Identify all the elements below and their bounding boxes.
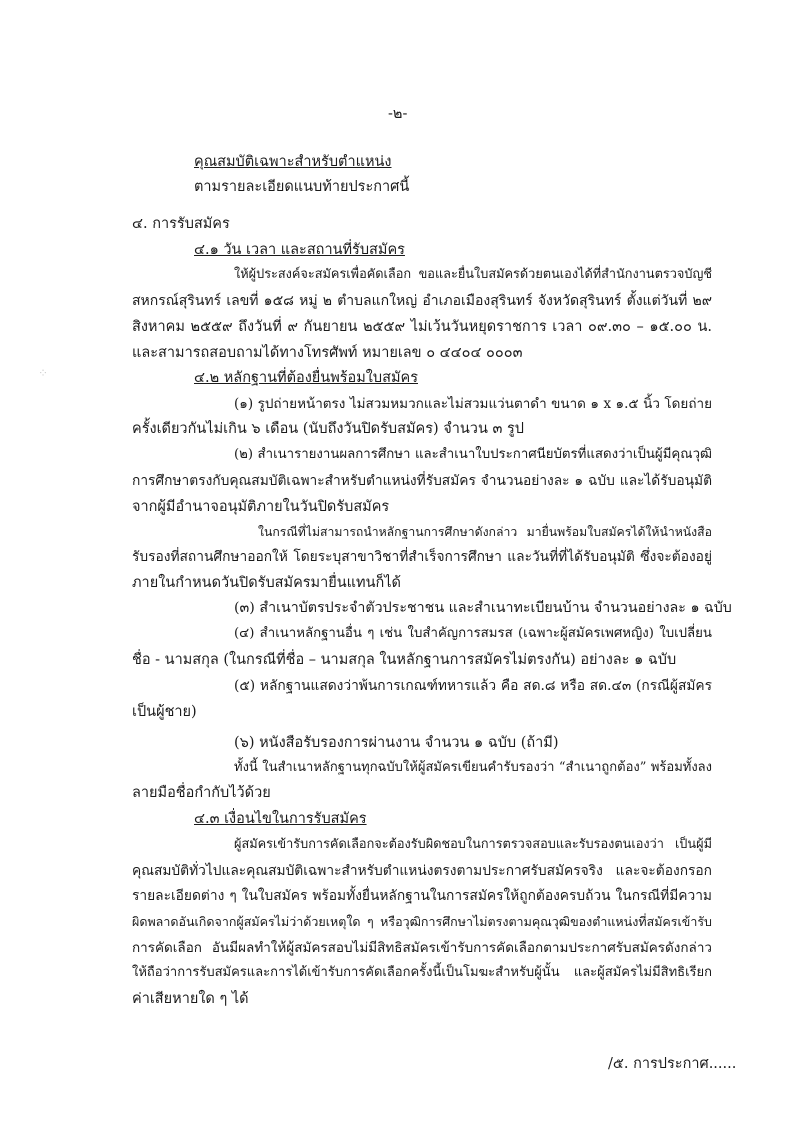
s42-line-3: (๒) สำเนารายงานผลการศึกษา และสำเนาใบประกาศนียบัตรที่แสดงว่าเป็นผู้มีคุณวุฒิ <box>234 447 712 462</box>
s43-line-3: รายละเอียดต่าง ๆ ในใบสมัคร พร้อมทั้งยื่นหลักฐานในการสมัครให้ถูกต้องครบถ้วน ในกรณีที่มีความ <box>132 888 712 904</box>
s42-line-6: ในกรณีที่ไม่สามารถนำหลักฐานการศึกษาดังกล่าว มายื่นพร้อมใบสมัครได้ให้นำหนังสือ <box>258 525 712 539</box>
s42-line-16: ลายมือชื่อกำกับไว้ด้วย <box>132 785 271 801</box>
s42-line-9: (๓) สำเนาบัตรประจำตัวประชาชน และสำเนาทะเบียนบ้าน จำนวนอย่างละ ๑ ฉบับ <box>234 600 732 616</box>
s42-line-8: ภายในกำหนดวันปิดรับสมัครมายื่นแทนก็ได้ <box>132 575 401 591</box>
s42-line-12: (๕) หลักฐานแสดงว่าพ้นการเกณฑ์ทหารแล้ว คือ สด.๘ หรือ สด.๔๓ (กรณีผู้สมัคร <box>234 678 712 694</box>
s43-line-5: การคัดเลือก อันมีผลทำให้ผู้สมัครสอบไม่มีสิทธิสมัครเข้ารับการคัดเลือกตามประกาศรับสมัครดังกล่าว <box>132 940 712 956</box>
page-number: -๒- <box>388 106 408 122</box>
scan-speck: ⁘ <box>38 366 49 380</box>
s42-line-2: ครั้งเดียวกันไม่เกิน ๖ เดือน (นับถึงวันปิดรับสมัคร) จำนวน ๓ รูป <box>132 421 524 437</box>
s43-line-7: ค่าเสียหายใด ๆ ได้ <box>132 991 249 1007</box>
s43-line-6: ให้ถือว่าการรับสมัครและการได้เข้ารับการคัดเลือกครั้งนี้เป็นโมฆะสำหรับผู้นั้น และผู้สมัครไม่มีสิทธิเรียก <box>132 965 712 980</box>
section-4-heading: ๔. การรับสมัคร <box>132 216 230 232</box>
s41-line-1: ให้ผู้ประสงค์จะสมัครเพื่อคัดเลือก ขอและยื่นใบสมัครด้วยตนเองได้ที่สำนักงานตรวจบัญชี <box>234 267 712 282</box>
qualifications-heading: คุณสมบัติเฉพาะสำหรับตำแหน่ง <box>194 154 392 170</box>
s42-line-15: ทั้งนี้ ในสำเนาหลักฐานทุกฉบับให้ผู้สมัครเขียนคำรับรองว่า “สำเนาถูกต้อง” พร้อมทั้งลง <box>234 760 712 775</box>
s41-line-3: สิงหาคม ๒๕๕๙ ถึงวันที่ ๙ กันยายน ๒๕๕๙ ไม่เว้นวันหยุดราชการ เวลา ๐๙.๓๐ – ๑๕.๐๐ น. <box>132 319 712 335</box>
s42-line-10: (๔) สำเนาหลักฐานอื่น ๆ เช่น ใบสำคัญการสมรส (เฉพาะผู้สมัครเพศหญิง) ใบเปลี่ยน <box>234 626 712 641</box>
s43-line-1: ผู้สมัครเข้ารับการคัดเลือกจะต้องรับผิดชอบในการตรวจสอบและรับรองตนเองว่า เป็นผู้มี <box>234 837 712 852</box>
s42-line-4: การศึกษาตรงกับคุณสมบัติเฉพาะสำหรับตำแหน่งที่รับสมัคร จำนวนอย่างละ ๑ ฉบับ และได้รับอนุมัติ <box>132 473 712 489</box>
s42-line-13: เป็นผู้ชาย) <box>132 704 197 720</box>
s41-line-2: สหกรณ์สุรินทร์ เลขที่ ๑๕๘ หมู่ ๒ ตำบลแกใหญ่ อำเภอเมืองสุรินทร์ จังหวัดสุรินทร์ ตั้งแต่วันที่ ๒๙ <box>132 293 712 309</box>
s42-line-1: (๑) รูปถ่ายหน้าตรง ไม่สวมหมวกและไม่สวมแว่นตาดำ ขนาด ๑ x ๑.๕ นิ้ว โดยถ่าย <box>234 396 712 412</box>
s42-line-7: รับรองที่สถานศึกษาออกให้ โดยระบุสาขาวิชาที่สำเร็จการศึกษา และวันที่ที่ได้รับอนุมัติ ซึ่งจะต้องอยู่ <box>132 549 712 565</box>
section-4-2-heading: ๔.๒ หลักฐานที่ต้องยื่นพร้อมใบสมัคร <box>194 370 418 386</box>
s43-line-2: คุณสมบัติทั่วไปและคุณสมบัติเฉพาะสำหรับตำแหน่งตรงตามประกาศรับสมัครจริง และจะต้องกรอก <box>132 863 712 879</box>
section-4-1-heading: ๔.๑ วัน เวลา และสถานที่รับสมัคร <box>194 242 405 258</box>
qualifications-line: ตามรายละเอียดแนบท้ายประกาศนี้ <box>194 179 410 195</box>
s41-line-4: และสามารถสอบถามได้ทางโทรศัพท์ หมายเลข ๐ ๔๔๐๔ ๐๐๐๓ <box>132 345 523 361</box>
continuation-note: /๕. การประกาศ...... <box>608 1056 737 1072</box>
s42-line-11: ชื่อ - นามสกุล (ในกรณีที่ชื่อ – นามสกุล ในหลักฐานการสมัครไม่ตรงกัน) อย่างละ ๑ ฉบับ <box>132 652 677 668</box>
s43-line-4: ผิดพลาดอันเกิดจากผู้สมัครไม่ว่าด้วยเหตุใด ๆ หรือวุฒิการศึกษาไม่ตรงตามคุณวุฒิของตำแหน่งที่สมัครเข้ารับ <box>132 914 712 929</box>
s42-line-14: (๖) หนังสือรับรองการผ่านงาน จำนวน ๑ ฉบับ (ถ้ามี) <box>234 735 559 751</box>
section-4-3-heading: ๔.๓ เงื่อนไขในการรับสมัคร <box>194 811 367 827</box>
s42-line-5: จากผู้มีอำนาจอนุมัติภายในวันปิดรับสมัคร <box>132 499 390 515</box>
